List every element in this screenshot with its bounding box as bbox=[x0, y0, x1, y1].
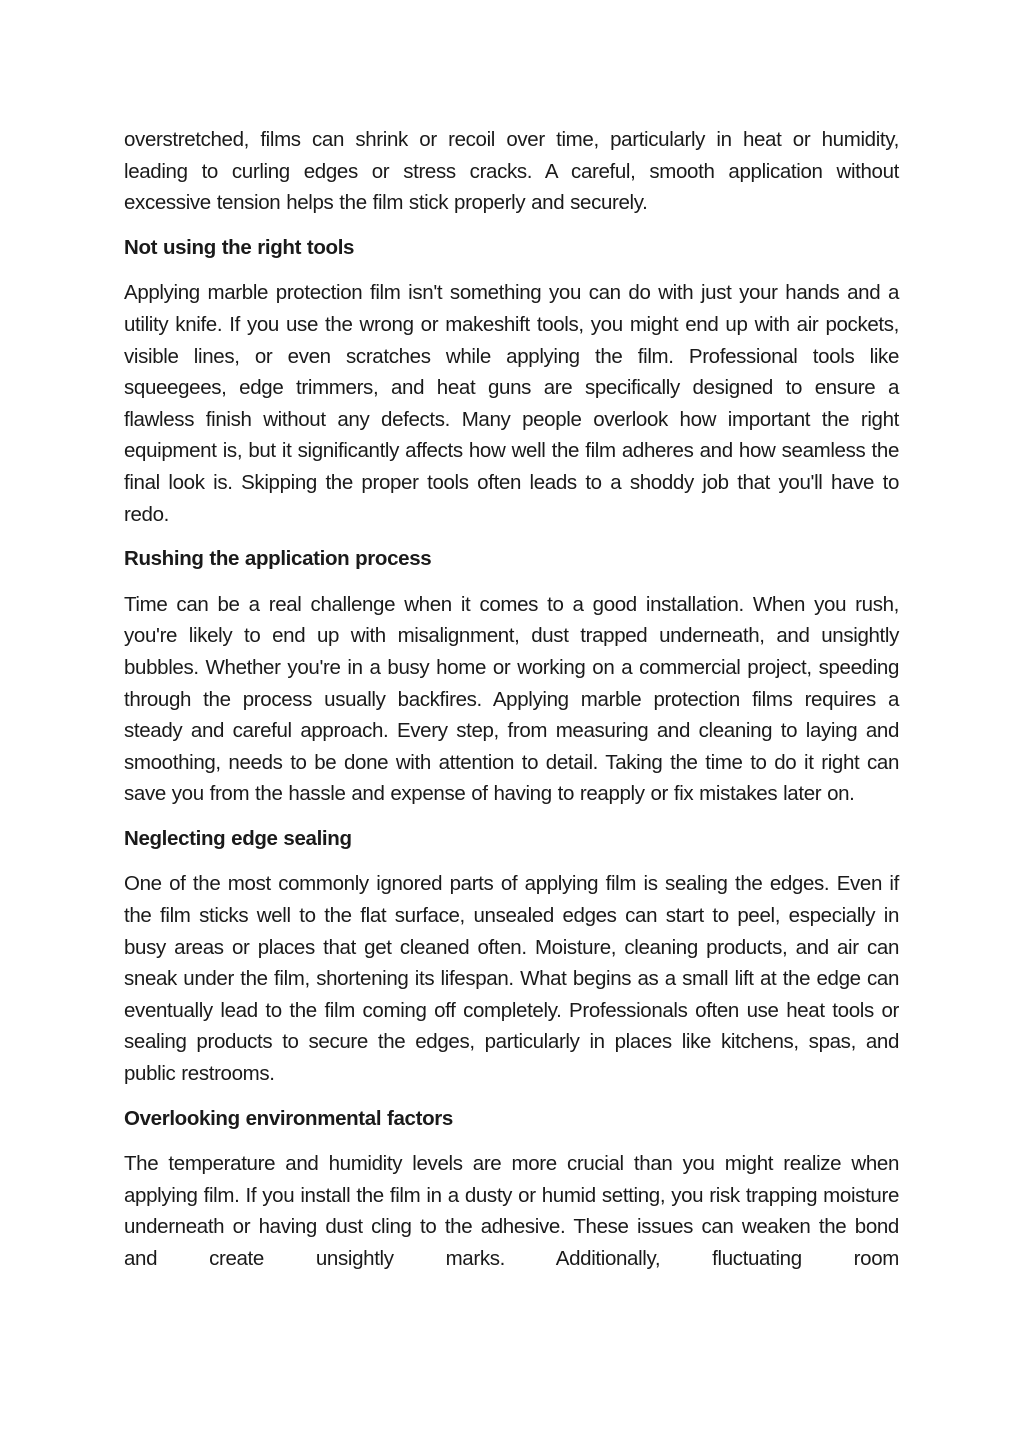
intro-paragraph: overstretched, films can shrink or recoil over time, particularly in heat or humidity, leading to curling edges or stress cracks. A careful, smooth application without excessive tension helps the film stick properly and securely. bbox=[124, 128, 899, 215]
section-body-environment: The temperature and humidity levels are more crucial than you might realize when applying film. If you install the film in a dusty or humid setting, you risk trapping moisture underneath or having dust cling to the adhesive. These issues can weaken the bond and create unsightly marks. Additionally, fluctuating room bbox=[124, 1152, 899, 1270]
document-page bbox=[124, 124, 899, 1288]
section-heading-tools: Not using the right tools bbox=[124, 235, 355, 259]
section-body-rushing: Time can be a real challenge when it comes to a good installation. When you rush, you're likely to end up with misalignment, dust trapped underneath, and unsightly bubbles. Whether you're in a busy home or working on a commercial project, speeding through the process usually backfires. Applying marble protection films requires a steady and careful approach. Every step, from measuring and cleaning to laying and smoothing, needs to be done with attention to detail. Taking the time to do it right can save you from the hassle and expense of having to reapply or fix mistakes later on. bbox=[124, 592, 899, 806]
section-heading-edge-sealing: Neglecting edge sealing bbox=[124, 826, 352, 850]
section-body-tools: Applying marble protection film isn't something you can do with just your hands and a utility knife. If you use the wrong or makeshift tools, you might end up with air pockets, visible lines, or even scratches while applying the film. Professional tools like squeegees, edge trimmers, and heat guns are specifically designed to ensure a flawless finish without any defects. Many people overlook how important the right equipment is, but it significantly affects how well the film adheres and how seamless the final look is. Skipping the proper tools often leads to a shoddy job that you'll have to redo. bbox=[124, 281, 899, 526]
section-heading-environment: Overlooking environmental factors bbox=[124, 1106, 453, 1130]
section-heading-rushing: Rushing the application process bbox=[124, 547, 432, 571]
section-body-edge-sealing: One of the most commonly ignored parts of applying film is sealing the edges. Even if the film sticks well to the flat surface, unsealed edges can start to peel, especially in busy areas or places that get cleaned often. Moisture, cleaning products, and air can sneak under the film, shortening its lifespan. What begins as a small lift at the edge can eventually lead to the film coming off completely. Professionals often use heat tools or sealing products to secure the edges, particularly in places like kitchens, spas, and public restrooms. bbox=[124, 872, 899, 1086]
